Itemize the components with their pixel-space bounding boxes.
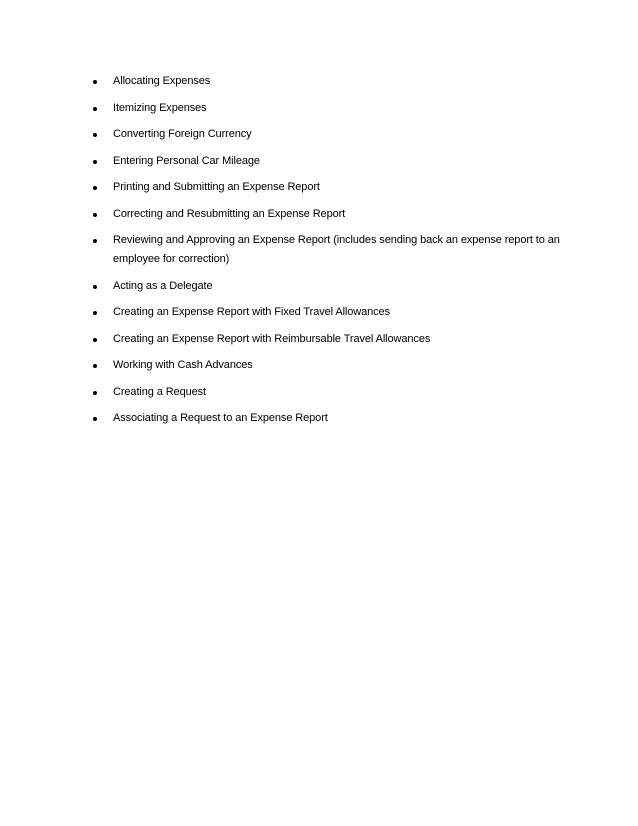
list-item-text: Working with Cash Advances	[113, 359, 253, 371]
list-item	[90, 303, 560, 322]
list-item-text: Itemizing Expenses	[113, 101, 207, 114]
list-item-text: Printing and Submitting an Expense Report	[113, 181, 320, 193]
bullet-icon	[93, 239, 97, 243]
bullet-icon	[93, 391, 97, 395]
list-item	[90, 99, 560, 118]
bullet-list	[90, 72, 560, 436]
list-item	[90, 409, 560, 428]
list-item	[90, 383, 560, 402]
list-item-text: Creating an Expense Report with Reimbursable Travel Allowances	[113, 332, 431, 345]
list-item-text: Creating an Expense Report with Fixed Travel Allowances	[113, 306, 390, 318]
list-item-text: Acting as a Delegate	[113, 279, 213, 292]
list-item	[90, 72, 560, 91]
list-item-text: Reviewing and Approving an Expense Report (includes sending back an expense report to an employee for correction)	[113, 234, 560, 265]
list-item	[90, 125, 560, 144]
bullet-icon	[93, 186, 97, 190]
bullet-icon	[93, 133, 97, 137]
list-item-text: Allocating Expenses	[113, 75, 211, 87]
bullet-icon	[93, 285, 97, 289]
bullet-icon	[93, 160, 97, 164]
list-item-text: Associating a Request to an Expense Report	[113, 412, 328, 424]
list-item	[90, 152, 560, 171]
bullet-icon	[93, 311, 97, 315]
list-item	[90, 356, 560, 375]
bullet-icon	[93, 213, 97, 217]
list-item	[90, 330, 560, 349]
list-item-text: Correcting and Resubmitting an Expense Report	[113, 207, 346, 220]
bullet-icon	[93, 417, 97, 421]
list-item	[90, 231, 560, 269]
bullet-icon	[93, 338, 97, 342]
list-item-text: Creating a Request	[113, 385, 206, 398]
list-item-text: Entering Personal Car Mileage	[113, 154, 260, 167]
list-item	[90, 205, 560, 224]
list-item	[90, 178, 560, 197]
bullet-icon	[93, 107, 97, 111]
bullet-icon	[93, 80, 97, 84]
bullet-icon	[93, 364, 97, 368]
list-item-text: Converting Foreign Currency	[113, 128, 252, 140]
list-item	[90, 277, 560, 296]
